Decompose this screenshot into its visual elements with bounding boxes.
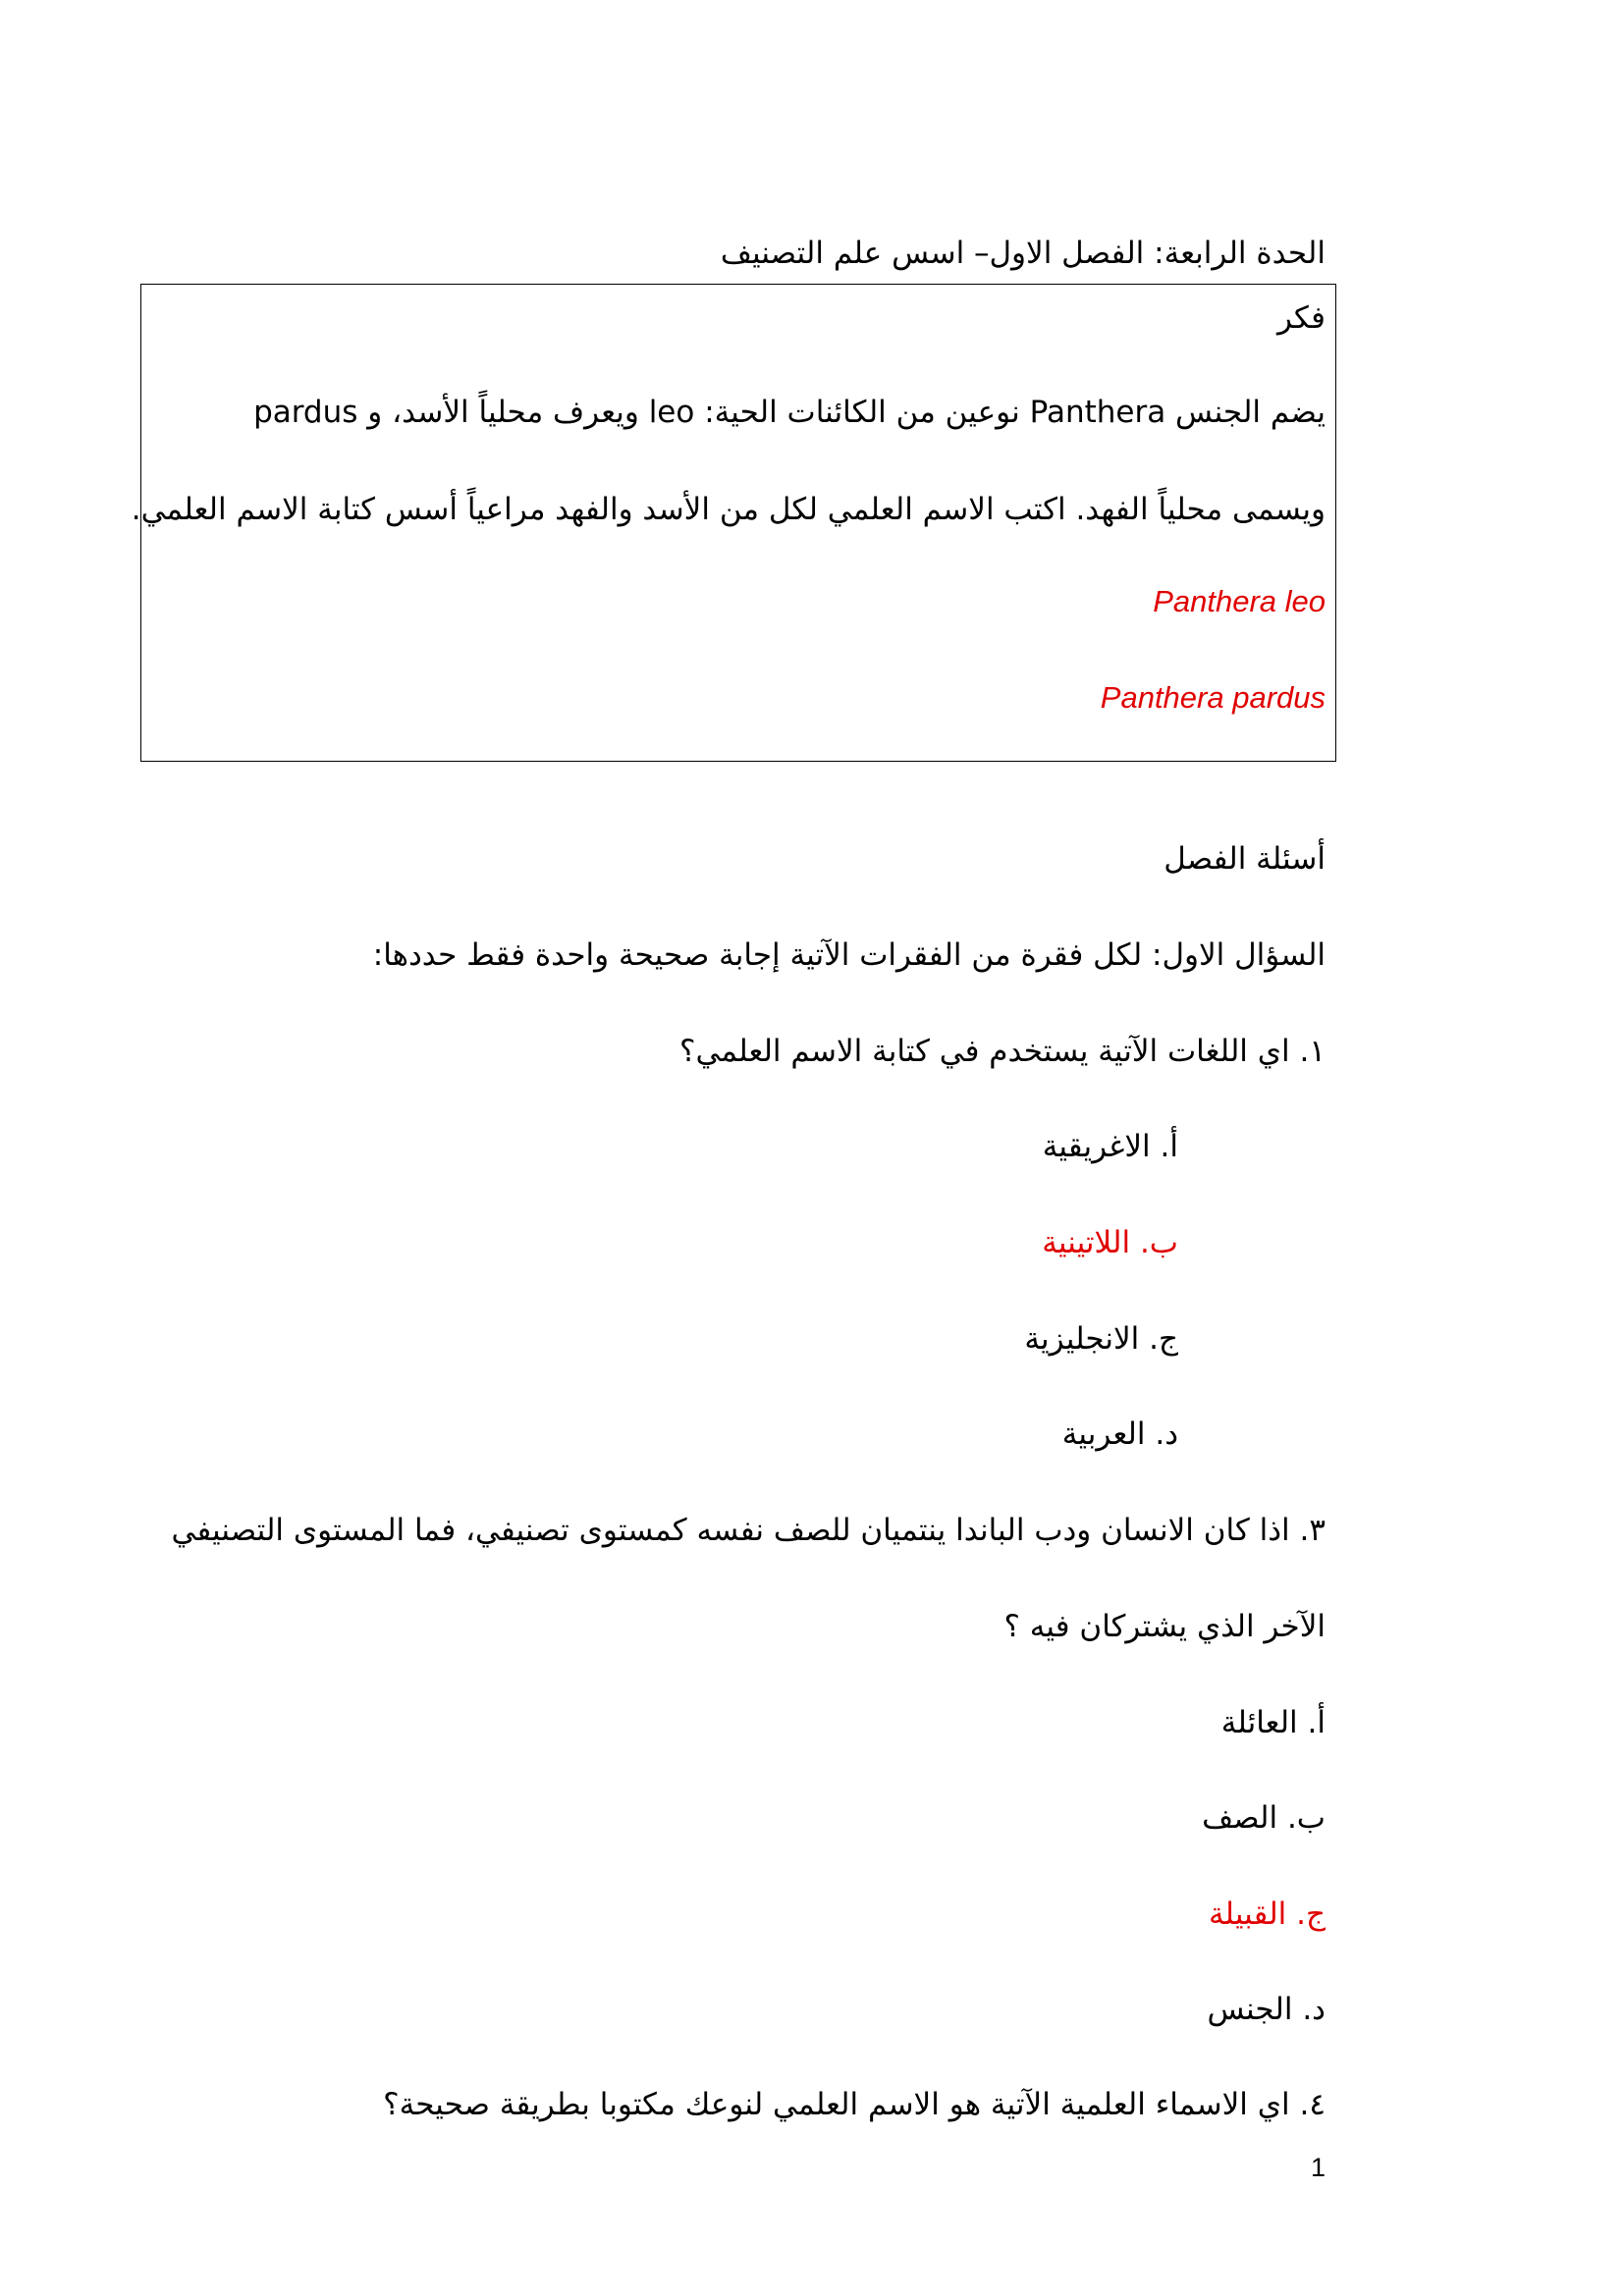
answer-panthera-pardus: Panthera pardus [1100, 680, 1326, 715]
question-4: ٤. اي الاسماء العلمية الآتية هو الاسم العلمي لنوعك مكتوبا بطريقة صحيحة؟ [383, 2087, 1326, 2122]
question-1: ١. اي اللغات الآتية يستخدم في كتابة الاسم العلمي؟ [679, 1034, 1326, 1069]
chapter-title: الحدة الرابعة: الفصل الاول– اسس علم التصنيف [720, 236, 1326, 271]
question-3-line-1: ٣. اذا كان الانسان ودب الباندا ينتميان للصف نفسه كمستوى تصنيفي، فما المستوى التصنيفي [171, 1513, 1326, 1548]
answer-panthera-leo: Panthera leo [1153, 584, 1326, 618]
question-intro: السؤال الاول: لكل فقرة من الفقرات الآتية إجابة صحيحة واحدة فقط حددها: [372, 937, 1326, 973]
q1-option-c: ج. الانجليزية [1024, 1321, 1178, 1357]
think-box-label: فكر [1276, 300, 1326, 336]
page-number: 1 [1310, 2153, 1326, 2182]
q3-option-b: ب. الصف [1202, 1800, 1326, 1836]
q3-option-d: د. الجنس [1207, 1992, 1326, 2027]
q3-option-c-correct: ج. القبيلة [1208, 1896, 1326, 1932]
think-box-text-line-2: ويسمى محلياً الفهد. اكتب الاسم العلمي لكل من الأسد والفهد مراعياً أسس كتابة الاسم العلمي. [131, 492, 1326, 527]
q1-option-b-correct: ب. اللاتينية [1042, 1225, 1178, 1260]
think-box-text-line-1: يضم الجنس Panthera نوعين من الكائنات الحية: leo ويعرف محلياً الأسد، و pardus [253, 395, 1326, 430]
q1-option-a: أ. الاغريقية [1042, 1129, 1178, 1164]
q3-option-a: أ. العائلة [1220, 1705, 1326, 1740]
q1-option-d: د. العربية [1061, 1416, 1178, 1452]
section-title: أسئلة الفصل [1164, 841, 1326, 877]
question-3-line-2: الآخر الذي يشتركان فيه ؟ [1003, 1609, 1326, 1644]
